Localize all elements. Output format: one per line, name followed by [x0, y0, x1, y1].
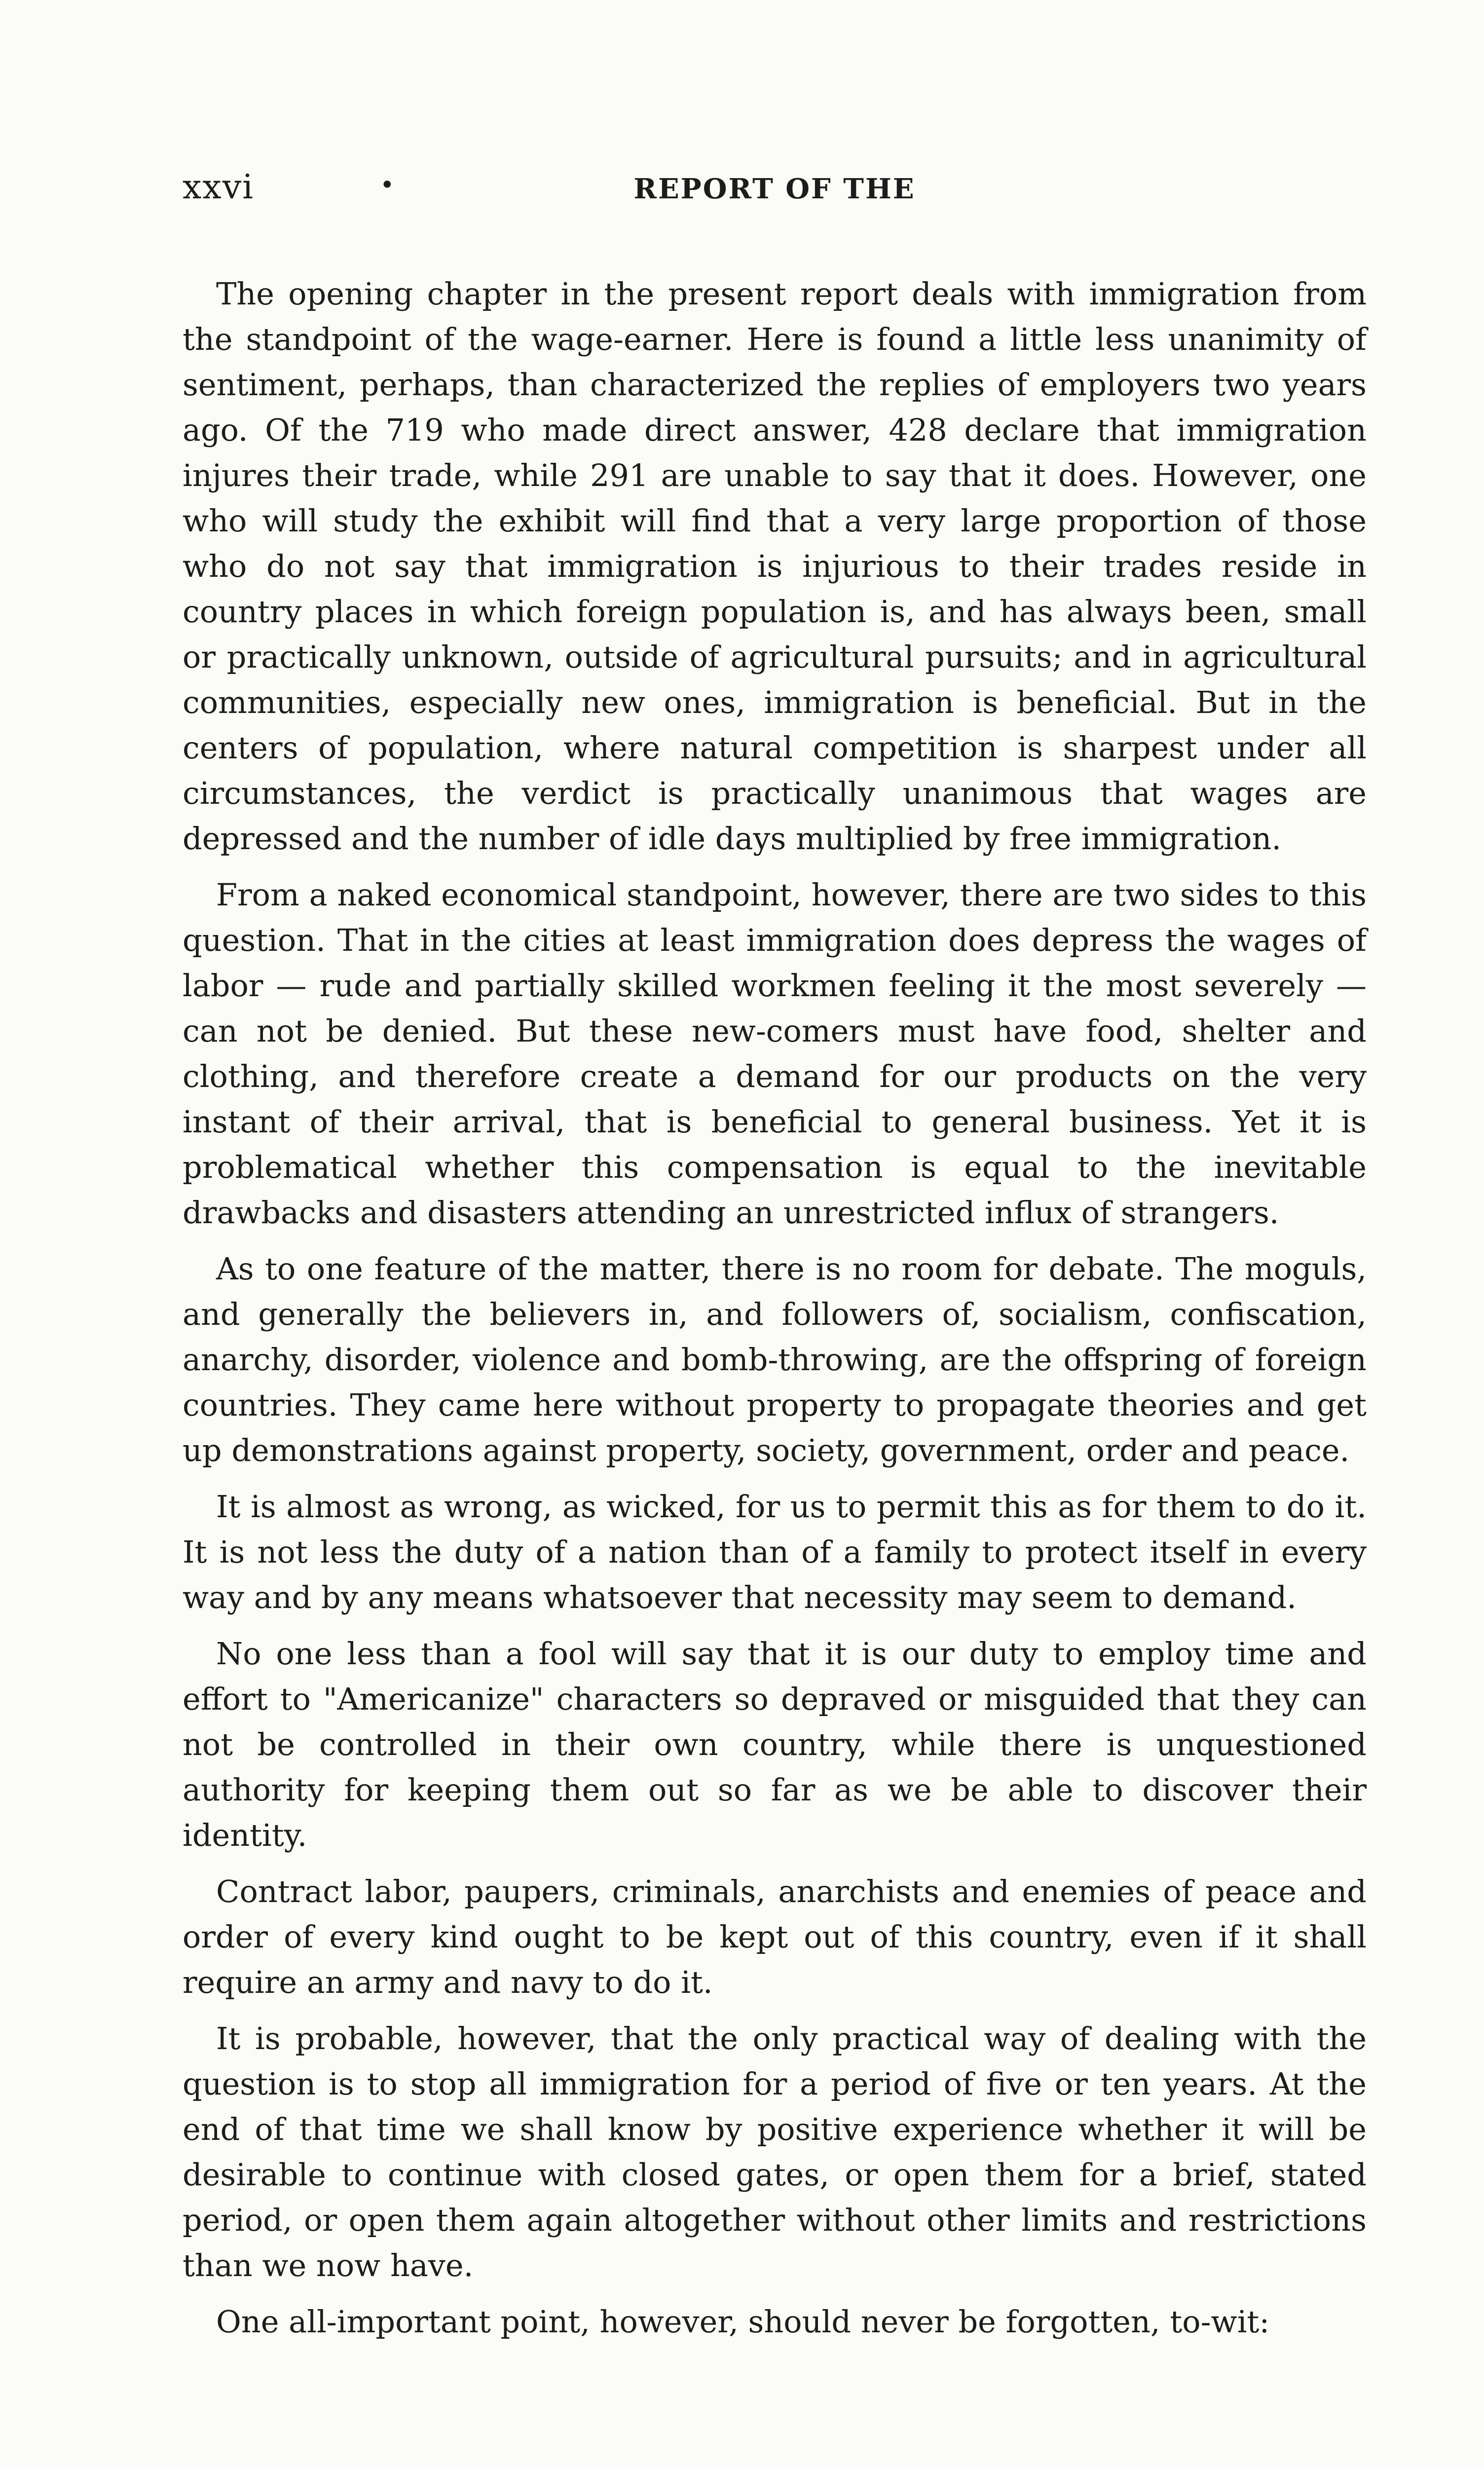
paragraph-5: No one less than a fool will say that it is our duty to employ time and effort to "Americanize" characters so depraved or misguided that they can not be controlled in their own country, while there is unquestioned authority for keeping them out so far as we be able to discover their identity.	[183, 1636, 1367, 1853]
paragraph-3: As to one feature of the matter, there is no room for debate. The moguls, and generally the believers in, and followers of, socialism, confiscation, anarchy, disorder, violence and bomb-throwing, are the offspring of foreign countries. They came here without property to propagate theories and get up demonstrations against property, society, government, order and peace.	[183, 1251, 1367, 1468]
body-text	[183, 271, 1367, 2345]
paragraph-2: From a naked economical standpoint, however, there are two sides to this question. That in the cities at least immigration does depress the wages of labor — rude and partially skilled workmen feeling it the most severely — can not be denied. But these new-comers must have food, shelter and clothing, and therefore create a demand for our products on the very instant of their arrival, that is beneficial to general business. Yet it is problematical whether this compensation is equal to the inevitable drawbacks and disasters attending an unrestricted influx of strangers.	[183, 877, 1367, 1231]
paragraph-7: It is probable, however, that the only practical way of dealing with the question is to stop all immigration for a period of five or ten years. At the end of that time we shall know by positive experience whether it will be desirable to continue with closed gates, or open them for a brief, stated period, or open them again altogether without other limits and restrictions than we now have.	[183, 2020, 1367, 2283]
paragraph-1: The opening chapter in the present report deals with immigration from the standpoint of the wage-earner. Here is found a little less unanimity of sentiment, perhaps, than characterized the replies of employers two years ago. Of the 719 who made direct answer, 428 declare that immigration injures their trade, while 291 are unable to say that it does. However, one who will study the exhibit will find that a very large proportion of those who do not say that immigration is injurious to their trades reside in country places in which foreign population is, and has always been, small or practically unknown, outside of agricultural pursuits; and in agricultural communities, especially new ones, immigration is beneficial. But in the centers of population, where natural competition is sharpest under all circumstances, the verdict is practically unanimous that wages are depressed and the number of idle days multiplied by free immigration.	[183, 276, 1367, 857]
paragraph-4: It is almost as wrong, as wicked, for us to permit this as for them to do it. It is not less the duty of a nation than of a family to protect itself in every way and by any means whatsoever that necessity may seem to demand.	[183, 1489, 1367, 1615]
page-number: xxvi	[183, 168, 254, 207]
running-title: REPORT OF THE	[633, 173, 916, 205]
running-head	[183, 168, 1367, 222]
paragraph-6: Contract labor, paupers, criminals, anarchists and enemies of peace and order of every kind ought to be kept out of this country, even if it shall require an army and navy to do it.	[183, 1873, 1367, 2000]
header-mark: •	[380, 171, 395, 199]
paragraph-8: One all-important point, however, should never be forgotten, to-wit:	[216, 2304, 1270, 2340]
document-page	[183, 168, 1367, 2437]
